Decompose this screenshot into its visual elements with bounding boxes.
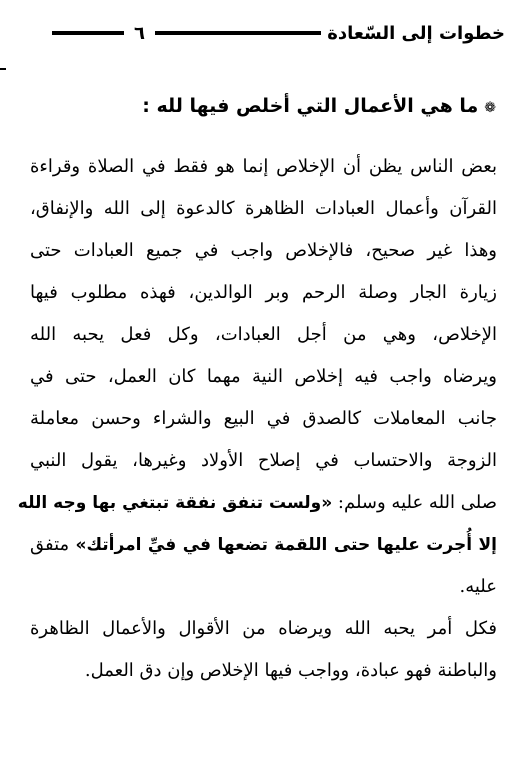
- text-line: [17, 482, 497, 524]
- margin-mark: [0, 68, 6, 70]
- text-line: عليه.: [459, 576, 497, 597]
- text-line: فكل أمر يحبه الله ويرضاه من الأقوال والأعمال الظاهرة: [30, 618, 497, 639]
- text-line: وهذا غير صحيح، فالإخلاص واجب في جميع العبادات حتى: [30, 240, 497, 261]
- line-plain-text: صلى الله عليه وسلم:: [332, 492, 497, 513]
- section-heading: [142, 95, 496, 117]
- text-line: ويرضاه واجب فيه إخلاص النية مهما كان العمل، حتى في: [30, 366, 497, 387]
- header-rule-right: [155, 31, 321, 35]
- text-line: والباطنة فهو عبادة، وواجب فيها الإخلاص وإن دق العمل.: [84, 660, 497, 681]
- body-text: [17, 146, 497, 692]
- section-heading-text: ما هي الأعمال التي أخلص فيها لله :: [142, 95, 479, 117]
- book-title: خطوات إلى السّعادة: [327, 22, 505, 44]
- text-line: بعض الناس يظن أن الإخلاص إنما هو فقط في الصلاة وقراءة: [30, 156, 497, 177]
- hadith-quote: «ولست تنفق نفقة تبتغي بها وجه الله: [17, 493, 333, 513]
- header-rule-left: [52, 31, 124, 35]
- text-line: الإخلاص، وهي من أجل العبادات، وكل فعل يحبه الله: [30, 324, 497, 345]
- page-number: ٦: [134, 22, 145, 44]
- text-line: زيارة الجار وصلة الرحم وبر الوالدين، فهذه مطلوب فيها: [30, 282, 497, 303]
- text-line: الزوجة والاحتساب في إصلاح الأولاد وغيرها، يقول النبي: [30, 450, 497, 471]
- flower-bullet-icon: ❁: [484, 100, 496, 116]
- text-line: القرآن وأعمال العبادات الظاهرة كالدعوة إلى الله والإنفاق،: [30, 198, 497, 219]
- page-header: [52, 16, 505, 50]
- line-plain-text: متفق: [30, 534, 76, 555]
- text-line: جانب المعاملات كالصدق في البيع والشراء وحسن معاملة: [30, 408, 497, 429]
- text-line: [30, 524, 497, 566]
- hadith-quote: إلا أُجرت عليها حتى اللقمة تضعها في فيِّ امرأتك»: [75, 535, 497, 555]
